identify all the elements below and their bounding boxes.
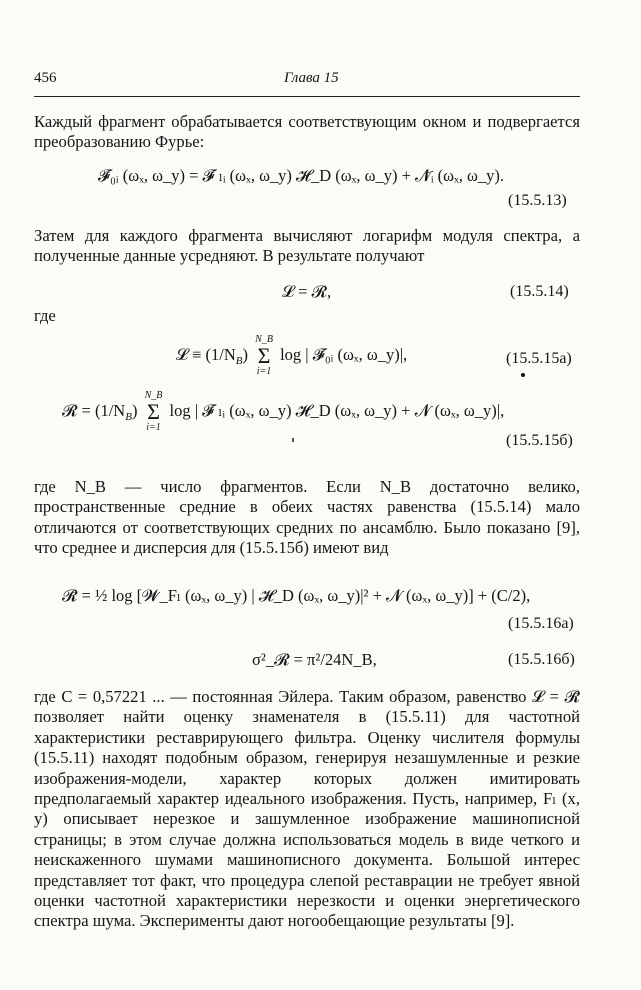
- sum-lower-limit: i=1: [146, 422, 161, 433]
- equation-number-15-5-13: (15.5.13): [508, 192, 567, 209]
- ink-mark: [292, 438, 294, 442]
- sum-upper-limit: N_B: [144, 390, 163, 401]
- equation-number-15-5-15b: (15.5.15б): [506, 432, 573, 449]
- paragraph-log-spectrum: Затем для каждого фрагмента вычисляют логарифм модуля спектра, а полученные данные усредняют. В результате получают: [34, 226, 580, 266]
- where-word: где: [34, 306, 56, 325]
- equation-number-15-5-14: (15.5.14): [510, 283, 569, 300]
- eq-15a-lhs: 𝓛 ≡ (1/N: [176, 344, 236, 364]
- eq-15a-rhs: log | 𝓕̃₀ᵢ (ωₓ, ω_y)|,: [280, 344, 408, 364]
- ink-speck: [521, 373, 525, 377]
- equation-number-15-5-16a: (15.5.16а): [508, 615, 574, 632]
- header-rule: [34, 96, 580, 97]
- equation-15-5-13: 𝓕̃₀ᵢ (ωₓ, ω_y) = 𝓕̃ ₗᵢ (ωₓ, ω_y) 𝓗_D (ωₓ, ω_y) + 𝓝̃ᵢ (ωₓ, ω_y).: [98, 166, 505, 185]
- equation-number-15-5-15a: (15.5.15а): [506, 350, 572, 367]
- sum-upper-limit: N_B: [255, 334, 273, 345]
- equation-15-5-14: 𝓛 = 𝓡,: [282, 282, 332, 301]
- sigma-icon: Σ: [257, 343, 271, 368]
- eq-15b-mid: ): [131, 400, 138, 420]
- eq-15a-mid: ): [242, 344, 249, 364]
- eq-15b-sub: B: [125, 410, 132, 423]
- sum-lower-limit: i=1: [256, 366, 272, 377]
- eq-15a-sub: B: [235, 354, 243, 367]
- sigma-icon: Σ: [147, 399, 160, 424]
- equation-15-5-16a: 𝓡̄ = ½ log [𝓦_Fₗ (ωₓ, ω_y) | 𝓗_D (ωₓ, ω_y)|² + 𝓝 (ωₓ, ω_y)] + (C/2),: [62, 586, 531, 605]
- page-header: [34, 70, 580, 94]
- sum-symbol: [145, 390, 163, 434]
- sum-symbol: [255, 334, 273, 378]
- page-number: 456: [34, 70, 57, 86]
- equation-15-5-16b: σ²_𝓡 = π²/24N_B,: [252, 650, 377, 669]
- eq-15b-lhs: 𝓡 = (1/N: [62, 400, 126, 420]
- eq-15b-rhs: log | 𝓕̃ ₗᵢ (ωₓ, ω_y) 𝓗_D (ωₓ, ω_y) + 𝓝 (ωₓ, ω_y)|,: [169, 400, 505, 420]
- equation-15-5-15b: [62, 390, 504, 434]
- paragraph-euler-constant: где C = 0,57221 ... — постоянная Эйлера. Таким образом, равенство 𝓛 = 𝓡̄ позволяет найти оценку знаменателя в (15.5.11) для частотной характеристики реставрирующего фильтра. Оценку числителя формулы (15.5.11) находят подобным образом, генерируя незашумленные и резкие изображения-модели, характер которых должен имитировать предполагаемый характер идеального изображения. Пусть, например, Fₗ (x, y) описывает нерезкое и зашумленное изображение машинописной страницы; в этом случае должна использоваться модель в виде четкого и неискаженного шумами машинописного документа. Большой интерес представляет тот факт, что процедура слепой реставрации не требует явной оценки частотной характеристики нерезкости и оценки энергетического спектра шума. Эксперименты дают ногообещающие результаты [9].: [34, 687, 580, 931]
- paragraph-intro: Каждый фрагмент обрабатывается соответствующим окном и подвергается преобразованию Фурье:: [34, 112, 580, 152]
- paragraph-averages: где N_B — число фрагментов. Если N_B достаточно велико, пространственные средние в обеих частях равенства (15.5.14) мало отличаются от соответствующих средних по ансамблю. Было показано [9], что среднее и дисперсия для (15.5.15б) имеют вид: [34, 477, 580, 558]
- equation-15-5-15a: [176, 334, 407, 378]
- equation-number-15-5-16b: (15.5.16б): [508, 651, 575, 668]
- chapter-title: Глава 15: [284, 70, 339, 86]
